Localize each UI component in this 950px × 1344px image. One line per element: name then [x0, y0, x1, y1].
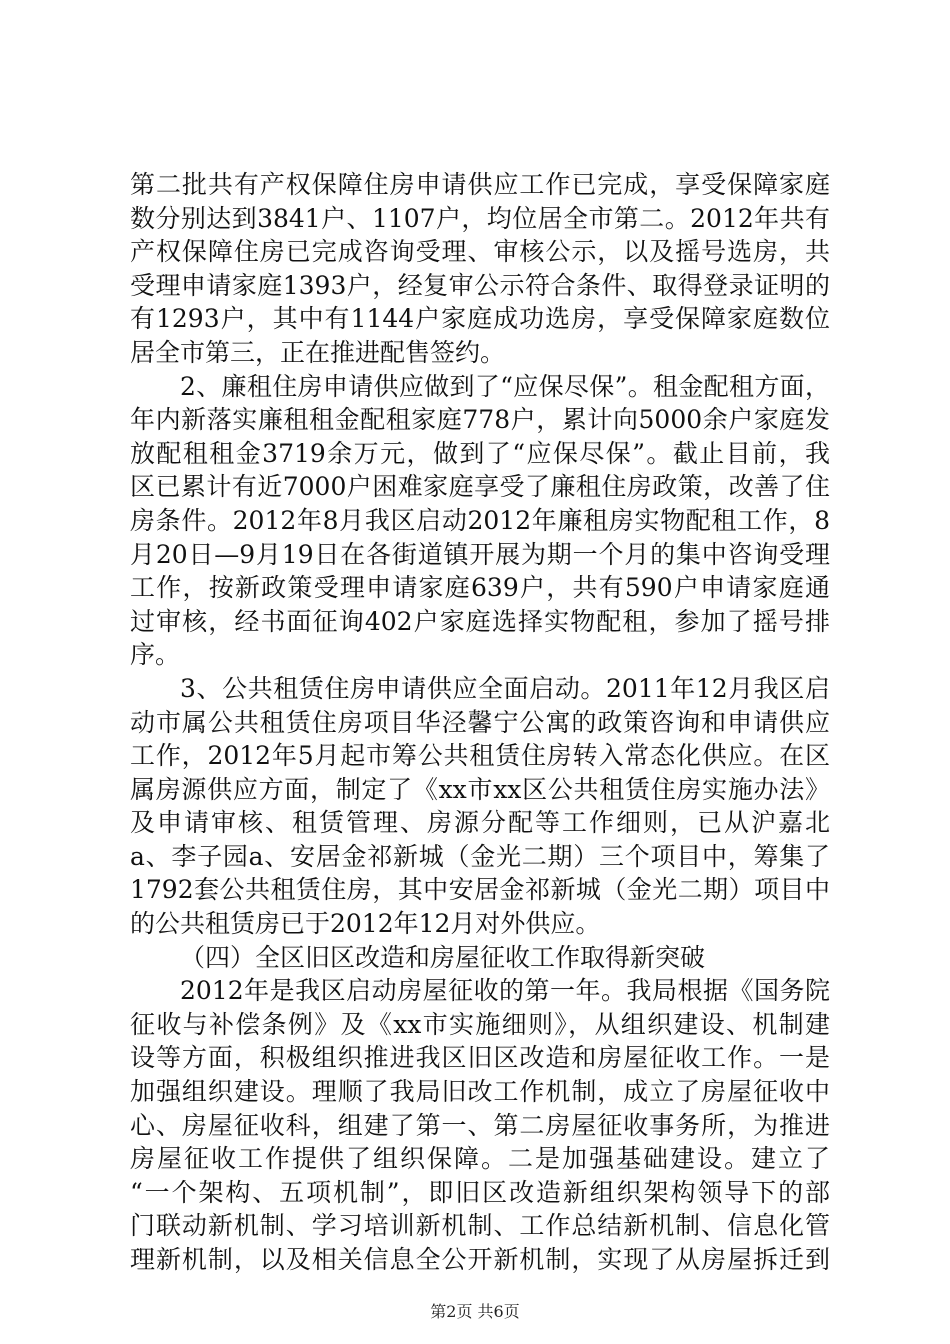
text-line: 年内新落实廉租租金配租家庭778户，累计向5000余户家庭发	[130, 405, 830, 435]
paragraph-start-line: 2、廉租住房申请供应做到了“应保尽保”。租金配租方面，	[180, 371, 830, 401]
text-line: 居全市第三，正在推进配售签约。	[130, 337, 506, 367]
text-line: 序。	[130, 640, 181, 670]
text-line: 征收与补偿条例》及《xx市实施细则》，从组织建设、机制建	[130, 1009, 830, 1039]
text-line: 区已累计有近7000户困难家庭享受了廉租住房政策，改善了住	[130, 472, 830, 502]
text-line: 门联动新机制、学习培训新机制、工作总结新机制、信息化管	[130, 1211, 830, 1241]
text-line: 的公共租赁房已于2012年12月对外供应。	[130, 909, 601, 939]
text-line: “一个架构、五项机制”，即旧区改造新组织架构领导下的部	[130, 1177, 830, 1207]
text-line: 工作，2012年5月起市筹公共租赁住房转入常态化供应。在区	[130, 741, 830, 771]
document-body	[130, 168, 830, 1277]
text-line: 房屋征收工作提供了组织保障。二是加强基础建设。建立了	[130, 1144, 830, 1174]
text-line: 动市属公共租赁住房项目华泾馨宁公寓的政策咨询和申请供应	[130, 707, 830, 737]
text-line: 工作，按新政策受理申请家庭639户，共有590户申请家庭通	[130, 573, 830, 603]
text-line: 理新机制，以及相关信息全公开新机制，实现了从房屋拆迁到	[130, 1245, 830, 1274]
text-line: 及申请审核、租赁管理、房源分配等工作细则，已从沪嘉北	[130, 808, 830, 838]
text-line: 产权保障住房已完成咨询受理、审核公示，以及摇号选房，共	[130, 237, 830, 267]
paragraph-start-line: 3、公共租赁住房申请供应全面启动。2011年12月我区启	[180, 673, 830, 703]
text-line: a、李子园a、安居金祁新城（金光二期）三个项目中，筹集了	[130, 841, 830, 871]
section-heading: （四）全区旧区改造和房屋征收工作取得新突破	[180, 942, 706, 972]
paragraph-start-line: 2012年是我区启动房屋征收的第一年。我局根据《国务院	[180, 976, 830, 1006]
page-number-footer: 第2页 共6页	[430, 1302, 520, 1321]
text-line: 放配租租金3719余万元，做到了“应保尽保”。截止目前，我	[130, 438, 830, 468]
text-line: 过审核，经书面征询402户家庭选择实物配租，参加了摇号排	[130, 606, 830, 636]
text-line: 属房源供应方面，制定了《xx市xx区公共租赁住房实施办法》	[130, 774, 830, 804]
text-line: 受理申请家庭1393户，经复审公示符合条件、取得登录证明的	[130, 270, 830, 300]
text-line: 月20日—9月19日在各街道镇开展为期一个月的集中咨询受理	[130, 539, 830, 569]
text-line: 设等方面，积极组织推进我区旧区改造和房屋征收工作。一是	[130, 1043, 830, 1073]
text-line: 加强组织建设。理顺了我局旧改工作机制，成立了房屋征收中	[130, 1077, 830, 1107]
text-line: 有1293户，其中有1144户家庭成功选房，享受保障家庭数位	[130, 304, 830, 334]
text-line: 心、房屋征收科，组建了第一、第二房屋征收事务所，为推进	[130, 1110, 830, 1140]
text-line: 1792套公共租赁住房，其中安居金祁新城（金光二期）项目中	[130, 875, 830, 905]
text-line: 数分别达到3841户、1107户，均位居全市第二。2012年共有	[130, 203, 830, 233]
text-line: 第二批共有产权保障住房申请供应工作已完成，享受保障家庭	[130, 170, 830, 199]
text-line: 房条件。2012年8月我区启动2012年廉租房实物配租工作，8	[130, 505, 830, 535]
